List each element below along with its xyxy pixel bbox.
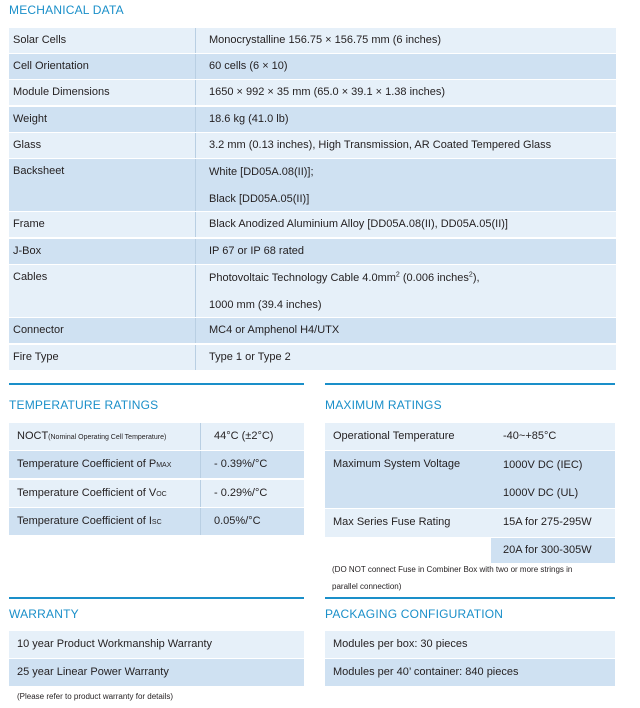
mech-value: 1650 × 992 × 35 mm (65.0 × 39.1 × 1.38 inches): [195, 80, 616, 105]
warranty-row: [9, 659, 304, 686]
maximum-divider: [325, 383, 615, 385]
temp-row-isc: [9, 508, 304, 535]
mech-row-weight: [9, 107, 616, 132]
mech-row-cables: [9, 265, 616, 317]
mech-value: 60 cells (6 × 10): [195, 54, 616, 79]
mech-value: [195, 159, 616, 211]
packaging-row: [325, 659, 615, 686]
fuse-note: (DO NOT connect Fuse in Combiner Box with two or more strings in parallel connection): [332, 565, 573, 591]
mech-value: Black Anodized Aluminium Alloy [DD05A.08(II), DD05A.05(II)]: [195, 212, 616, 237]
mech-value: [195, 265, 616, 317]
mech-key: Cell Orientation: [13, 60, 89, 72]
max-value: 15A for 275-295W: [503, 516, 592, 528]
mech-row-cell-orientation: [9, 54, 616, 79]
mech-row-jbox: [9, 239, 616, 264]
cables-length: 1000 mm (39.4 inches): [209, 299, 322, 311]
mech-row-fire-type: [9, 345, 616, 370]
temp-key: Temperature Coefficient of PMAX: [17, 458, 172, 470]
temp-value: 44°C (±2°C): [200, 423, 304, 450]
packaging-text: Modules per box: 30 pieces: [333, 638, 468, 650]
mech-key: Backsheet: [13, 165, 65, 177]
temp-key: Temperature Coefficient of VOC: [17, 487, 167, 499]
temp-key: NOCT(Nominal Operating Cell Temperature): [17, 430, 167, 442]
temp-value: 0.05%/°C: [200, 508, 304, 535]
voltage-ul: 1000V DC (UL): [503, 487, 579, 499]
mech-value: Type 1 or Type 2: [195, 345, 616, 370]
packaging-title: PACKAGING CONFIGURATION: [325, 607, 504, 621]
max-value: [491, 451, 615, 500]
temp-row-pmax: [9, 451, 304, 478]
mech-row-glass: [9, 133, 616, 158]
max-key: Max Series Fuse Rating: [333, 516, 451, 528]
max-value: 20A for 300-305W: [503, 544, 592, 556]
max-key: Operational Temperature: [333, 430, 455, 442]
mech-row-solar-cells: [9, 28, 616, 53]
mech-key: Weight: [13, 113, 48, 125]
max-value: -40~+85°C: [503, 430, 557, 442]
mech-value: 3.2 mm (0.13 inches), High Transmission, AR Coated Tempered Glass: [195, 133, 616, 158]
packaging-text: Modules per 40’ container: 840 pieces: [333, 666, 519, 678]
mechanical-data-title: MECHANICAL DATA: [9, 3, 124, 17]
mech-key: Glass: [13, 139, 42, 151]
mech-key: Cables: [13, 271, 48, 283]
temp-key: Temperature Coefficient of ISC: [17, 515, 162, 527]
temp-row-noct: [9, 423, 304, 450]
cables-spec: Photovoltaic Technology Cable $4.0mm^2$ (0.006 inches$^2$),: [209, 271, 480, 284]
voltage-iec: 1000V DC (IEC): [503, 459, 583, 471]
maximum-ratings-title: MAXIMUM RATINGS: [325, 398, 442, 412]
mech-row-connector: [9, 318, 616, 343]
temperature-ratings-title: TEMPERATURE RATINGS: [9, 398, 159, 412]
mech-value: IP 67 or IP 68 rated: [195, 239, 616, 264]
warranty-note: (Please refer to product warranty for details): [17, 692, 174, 701]
mech-key: Frame: [13, 218, 45, 230]
max-row-system-voltage: [325, 451, 615, 508]
packaging-divider: [325, 597, 615, 599]
warranty-divider: [9, 597, 304, 599]
max-row-operational-temperature: [325, 423, 615, 450]
max-row-fuse-rating-2: [491, 538, 615, 563]
mech-row-module-dimensions: [9, 80, 616, 105]
mech-value: 18.6 kg (41.0 lb): [195, 107, 616, 132]
packaging-row: [325, 631, 615, 658]
temp-value: - 0.39%/°C: [200, 451, 304, 478]
temperature-divider: [9, 383, 304, 385]
max-key: Maximum System Voltage: [333, 458, 461, 470]
warranty-title: WARRANTY: [9, 607, 79, 621]
mech-value: MC4 or Amphenol H4/UTX: [195, 318, 616, 343]
mech-row-backsheet: [9, 159, 616, 211]
mech-value: Monocrystalline 156.75 × 156.75 mm (6 inches): [195, 28, 616, 53]
warranty-row: [9, 631, 304, 658]
temp-value: - 0.29%/°C: [200, 480, 304, 507]
max-row-fuse-rating: [325, 509, 615, 537]
mech-key: Connector: [13, 324, 64, 336]
backsheet-white: White [DD05A.08(II)];: [209, 166, 314, 178]
mech-key: J-Box: [13, 245, 42, 257]
temp-row-voc: [9, 480, 304, 507]
mech-key: Solar Cells: [13, 34, 67, 46]
mech-key: Module Dimensions: [13, 86, 110, 98]
warranty-text: 25 year Linear Power Warranty: [17, 666, 169, 678]
mech-key: Fire Type: [13, 351, 59, 363]
mech-row-frame: [9, 212, 616, 237]
warranty-text: 10 year Product Workmanship Warranty: [17, 638, 213, 650]
backsheet-black: Black [DD05A.05(II)]: [209, 193, 310, 205]
